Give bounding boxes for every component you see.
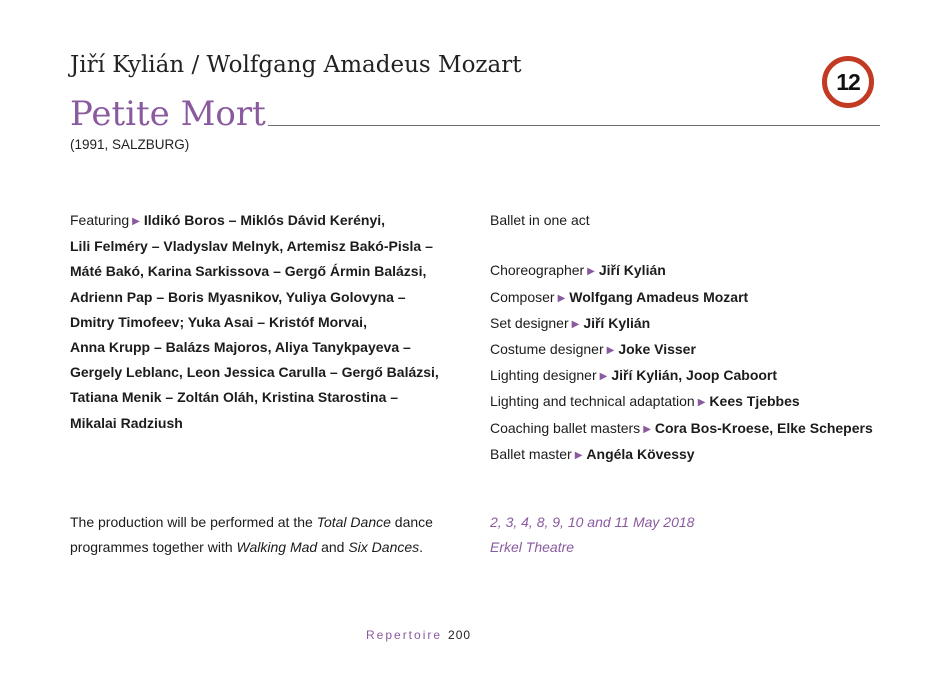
credit-role: Ballet master [490, 445, 572, 462]
right-triangle-icon: ▶ [606, 345, 615, 356]
right-triangle-icon: ▶ [697, 397, 706, 409]
featuring-line: Dmitry Timofeev; Yuka Asai – Kristóf Morvai, [70, 313, 367, 330]
featuring-section [70, 208, 460, 436]
credit-row [490, 285, 910, 311]
credit-value: Jiří Kylián [598, 262, 666, 279]
credit-role: Coaching ballet masters [490, 419, 641, 436]
featuring-line: Lili Felméry – Vladyslav Melnyk, Artemisz Bakó-Pisla – [70, 238, 433, 255]
featuring-line: Gergely Leblanc, Leon Jessica Carulla – Gergő Balázsi, [70, 364, 439, 381]
right-triangle-icon: ▶ [571, 318, 580, 330]
featuring-label: Featuring [70, 212, 130, 228]
right-triangle-icon: ▶ [132, 216, 140, 227]
credit-row [490, 363, 910, 389]
work-title: Six Dances [348, 539, 420, 556]
credit-row [490, 416, 910, 442]
performance-dates: 2, 3, 4, 8, 9, 10 and 11 May 2018 [490, 514, 695, 530]
work-title: Walking Mad [236, 539, 318, 556]
featuring-line: Ildikó Boros – Miklós Dávid Kerényi, [143, 212, 386, 228]
performance-venue: Erkel Theatre [490, 539, 575, 556]
credit-role: Choreographer [490, 262, 585, 279]
credit-value: Jiří Kylián, Joop Caboort [611, 367, 778, 384]
right-triangle-icon: ▶ [557, 292, 566, 304]
authors-heading: Jiří Kylián / Wolfgang Amadeus Mozart [70, 52, 522, 78]
credit-value: Joke Visser [618, 341, 696, 357]
credit-role: Costume designer [490, 341, 604, 357]
credit-row [490, 442, 910, 468]
page-title: Petite Mort [70, 94, 266, 134]
right-triangle-icon: ▶ [643, 423, 651, 435]
premiere-info: (1991, SALZBURG) [70, 137, 190, 152]
credit-row [490, 311, 910, 337]
title-rule [268, 125, 880, 126]
featuring-line: Máté Bakó, Karina Sarkissova – Gergő Ármin Balázsi, [70, 263, 427, 280]
page-footer [366, 628, 471, 642]
note-text: . [419, 539, 424, 556]
age-rating-value: 12 [836, 68, 860, 95]
note-text: dance programmes together with [70, 514, 433, 556]
right-triangle-icon: ▶ [587, 266, 595, 278]
programme-note [70, 510, 470, 560]
performance-info [490, 510, 694, 560]
right-triangle-icon: ▶ [574, 449, 583, 461]
credit-row [490, 389, 910, 415]
credit-role: Composer [490, 288, 555, 305]
credit-value: Angéla Kövessy [586, 445, 695, 462]
featuring-line: Adrienn Pap – Boris Myasnikov, Yuliya Golovyna – [70, 288, 406, 305]
programme-name: Total Dance [316, 514, 391, 530]
footer-section: Repertoire [366, 628, 443, 642]
credits-section [490, 208, 910, 468]
featuring-line: Mikalai Radziush [70, 414, 183, 431]
featuring-line: Anna Krupp – Balázs Majoros, Aliya Tanykpayeva – [70, 339, 411, 356]
featuring-line: Tatiana Menik – Zoltán Oláh, Kristina Starostina – [70, 389, 399, 406]
credit-role: Lighting and technical adaptation [490, 393, 695, 410]
note-text: and [317, 539, 349, 556]
ballet-intro: Ballet in one act [490, 212, 590, 228]
credit-role: Set designer [490, 314, 569, 331]
credit-value: Wolfgang Amadeus Mozart [569, 288, 749, 305]
credit-role: Lighting designer [490, 367, 597, 384]
credit-row [490, 337, 910, 363]
credit-row [490, 258, 910, 284]
note-text: The production will be performed at the [70, 514, 317, 530]
right-triangle-icon: ▶ [599, 371, 608, 383]
credit-value: Cora Bos-Kroese, Elke Schepers [654, 419, 873, 436]
age-rating-badge [822, 56, 874, 108]
page-number: 200 [448, 628, 472, 642]
credit-value: Kees Tjebbes [709, 393, 800, 410]
credit-value: Jiří Kylián [583, 314, 651, 331]
spacer [490, 233, 910, 258]
title-row [70, 92, 880, 136]
